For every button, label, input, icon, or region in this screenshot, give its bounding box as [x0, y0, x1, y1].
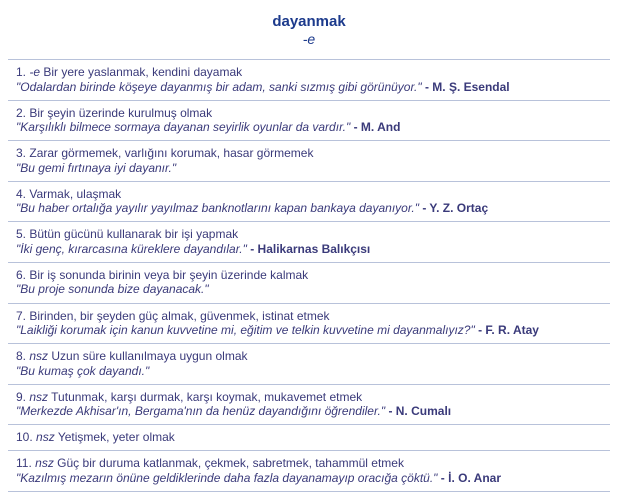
- definition-line: [16, 106, 610, 121]
- entry-definition: Zarar görmemek, varlığını korumak, hasar görmemek: [29, 146, 314, 161]
- definition-line: [16, 187, 610, 202]
- entry-number: 4.: [16, 186, 27, 201]
- example-line: [16, 404, 610, 419]
- example-author: - Halikarnas Balıkçısı: [250, 241, 371, 256]
- definition-line: [16, 268, 610, 283]
- example-line: [16, 282, 610, 297]
- definition-line: [16, 390, 610, 405]
- entry-definition: Yetişmek, yeter olmak: [57, 430, 175, 445]
- definition-line: [16, 456, 610, 471]
- definition-entry-7: [8, 304, 610, 345]
- definition-entry-10: [8, 425, 610, 451]
- example-quote: "Bu proje sonunda bize dayanacak.": [16, 282, 209, 297]
- example-quote: "İki genç, kırarcasına küreklere dayandılar.": [16, 241, 247, 256]
- example-line: [16, 242, 610, 257]
- example-quote: "Laikliği korumak için kanun kuvvetine mi, eğitim ve telkin kuvvetine mi dayanmalıyız?": [16, 323, 475, 338]
- definition-line: [16, 65, 610, 80]
- dictionary-header: [0, 0, 618, 50]
- entry-definition: Tutunmak, karşı durmak, karşı koymak, mukavemet etmek: [51, 389, 363, 404]
- example-author: - Y. Z. Ortaç: [422, 201, 489, 216]
- entry-definition: Bütün gücünü kullanarak bir işi yapmak: [29, 227, 239, 242]
- example-author: - N. Cumalı: [388, 404, 452, 419]
- entry-qualifier: nsz: [36, 430, 55, 445]
- entry-qualifier: -e: [29, 65, 41, 79]
- entry-number: 5.: [16, 227, 27, 242]
- entry-definition: Bir yere yaslanmak, kendini dayamak: [43, 65, 243, 79]
- entry-definition: Varmak, ulaşmak: [29, 186, 122, 201]
- definition-entry-1: [8, 60, 610, 101]
- entry-definition: Bir iş sonunda birinin veya bir şeyin üzerinde kalmak: [29, 267, 309, 282]
- example-author: - M. And: [353, 120, 401, 135]
- example-line: [16, 471, 610, 486]
- example-line: [16, 201, 610, 216]
- definition-list: [8, 59, 610, 492]
- example-quote: "Bu haber ortalığa yayılır yayılmaz banknotlarını kapan bankaya dayanıyor.": [16, 201, 419, 216]
- example-quote: "Bu kumaş çok dayandı.": [16, 363, 150, 378]
- definition-entry-2: [8, 101, 610, 142]
- definition-entry-4: [8, 182, 610, 223]
- example-quote: "Odalardan birinde köşeye dayanmış bir adam, sanki sızmış gibi görünüyor.": [16, 79, 422, 94]
- example-line: [16, 323, 610, 338]
- example-quote: "Kazılmış mezarın önüne geldiklerinde daha fazla dayanamayıp oracığa çöktü.": [16, 470, 438, 485]
- case-suffix: -e: [302, 31, 316, 47]
- entry-definition: Uzun süre kullanılmaya uygun olmak: [51, 349, 248, 364]
- example-author: - F. R. Atay: [478, 323, 539, 338]
- entry-number: 8.: [16, 349, 27, 364]
- entry-definition: Birinden, bir şeyden güç almak, güvenmek, istinat etmek: [29, 308, 330, 323]
- definition-line: [16, 349, 610, 364]
- entry-definition: Bir şeyin üzerinde kurulmuş olmak: [29, 105, 213, 120]
- entry-number: 1.: [16, 65, 27, 79]
- entry-qualifier: nsz: [29, 349, 49, 364]
- entry-qualifier: nsz: [29, 389, 49, 404]
- entry-number: 2.: [16, 105, 27, 120]
- entry-number: 6.: [16, 267, 27, 282]
- entry-number: 11.: [16, 456, 32, 471]
- example-line: [16, 120, 610, 135]
- entry-number: 9.: [16, 389, 27, 404]
- entry-number: 3.: [16, 146, 27, 161]
- example-line: [16, 80, 610, 95]
- entry-definition: Güç bir duruma katlanmak, çekmek, sabretmek, tahammül etmek: [57, 456, 404, 471]
- definition-line: [16, 227, 610, 242]
- definition-entry-6: [8, 263, 610, 304]
- entry-number: 7.: [16, 308, 27, 323]
- definition-entry-3: [8, 141, 610, 182]
- entry-qualifier: nsz: [35, 456, 54, 471]
- example-quote: "Bu gemi fırtınaya iyi dayanır.": [16, 160, 177, 175]
- definition-line: [16, 309, 610, 324]
- entry-number: 10.: [16, 430, 33, 445]
- definition-entry-8: [8, 344, 610, 385]
- definition-line: [16, 146, 610, 161]
- example-line: [16, 161, 610, 176]
- example-line: [16, 364, 610, 379]
- definition-entry-9: [8, 385, 610, 426]
- headword: dayanmak: [272, 13, 346, 30]
- definition-entry-11: [8, 451, 610, 492]
- example-quote: "Karşılıklı bilmece sormaya dayanan seyirlik oyunlar da vardır.": [16, 120, 351, 135]
- definition-line: [16, 430, 610, 445]
- example-quote: "Merkezde Akhisar'ın, Bergama'nın da henüz dayandığını öğrendiler.": [16, 404, 386, 419]
- definition-entry-5: [8, 222, 610, 263]
- example-author: - İ. O. Anar: [440, 470, 502, 485]
- example-author: - M. Ş. Esendal: [424, 79, 510, 94]
